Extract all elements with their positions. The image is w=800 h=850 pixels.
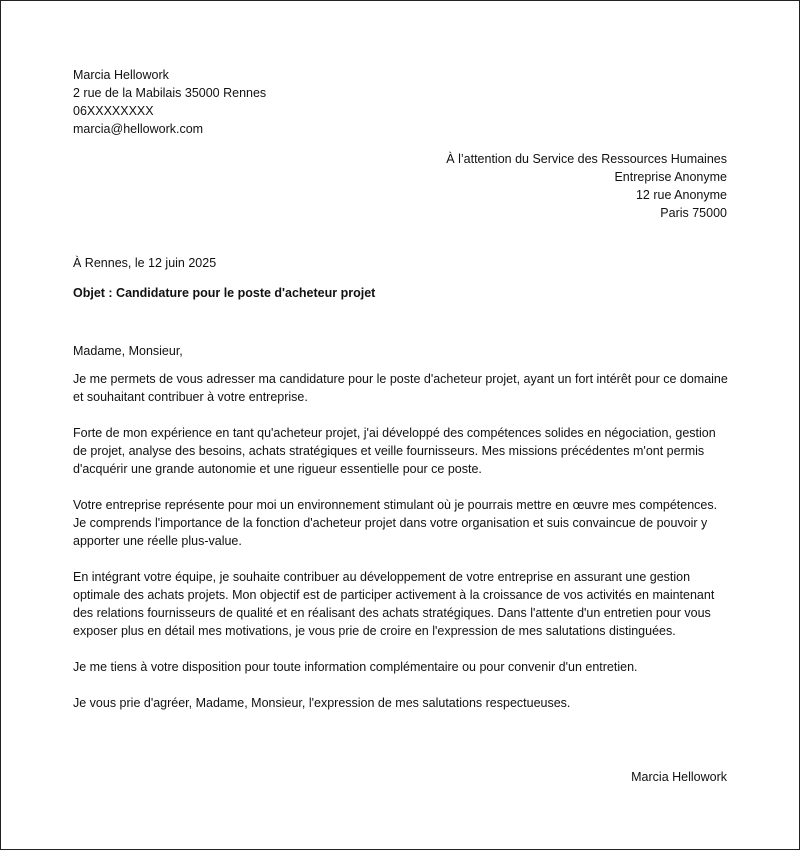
- paragraph-closing: Je vous prie d'agréer, Madame, Monsieur, l'expression de mes salutations respectueuses.: [73, 696, 571, 710]
- sender-block: [73, 66, 266, 138]
- sender-phone: 06XXXXXXXX: [73, 104, 154, 118]
- recipient-city: Paris 75000: [660, 206, 727, 220]
- paragraph-availability: Je me tiens à votre disposition pour toute information complémentaire ou pour convenir d'un entretien.: [73, 660, 638, 674]
- recipient-attention: À l’attention du Service des Ressources Humaines: [446, 152, 727, 166]
- subject-line: Objet : Candidature pour le poste d'acheteur projet: [73, 286, 376, 300]
- salutation: Madame, Monsieur,: [73, 344, 183, 358]
- signature: Marcia Hellowork: [631, 770, 727, 784]
- sender-address: 2 rue de la Mabilais 35000 Rennes: [73, 86, 267, 100]
- sender-name: Marcia Hellowork: [73, 68, 169, 82]
- paragraph-experience: Forte de mon expérience en tant qu'acheteur projet, j'ai développé des compétences solides en négociation, gestion de projet, analyse des besoins, achats stratégiques et veille fournisseurs. Mes missions précédentes m'ont permis d'acquérir une grande autonomie et une rigueur essentielle pour ce poste.: [73, 426, 716, 476]
- recipient-block: [446, 150, 727, 222]
- paragraph-company: Votre entreprise représente pour moi un environnement stimulant où je pourrais mettre en œuvre mes compétences. Je comprends l'importance de la fonction d'acheteur projet dans votre organisation et suis convaincue de pouvoir y apporter une réelle plus-value.: [73, 498, 718, 548]
- date-line: À Rennes, le 12 juin 2025: [73, 256, 217, 270]
- paragraph-contribution: En intégrant votre équipe, je souhaite contribuer au développement de votre entreprise en assurant une gestion optimale des achats projets. Mon objectif est de participer activement à la croissance de vos activités en maintenant des relations fournisseurs de qualité et en réalisant des achats stratégiques. Dans l'attente d'un entretien pour vous exposer plus en détail mes motivations, je vous prie de croire en l'expression de mes salutations distinguées.: [73, 570, 715, 638]
- sender-email: marcia@hellowork.com: [73, 122, 204, 136]
- letter-body: [73, 254, 729, 712]
- recipient-street: 12 rue Anonyme: [635, 188, 727, 202]
- recipient-company: Entreprise Anonyme: [614, 170, 727, 184]
- paragraph-intro: Je me permets de vous adresser ma candidature pour le poste d'acheteur projet, ayant un fort intérêt pour ce domaine et souhaitant contribuer à votre entreprise.: [73, 372, 728, 404]
